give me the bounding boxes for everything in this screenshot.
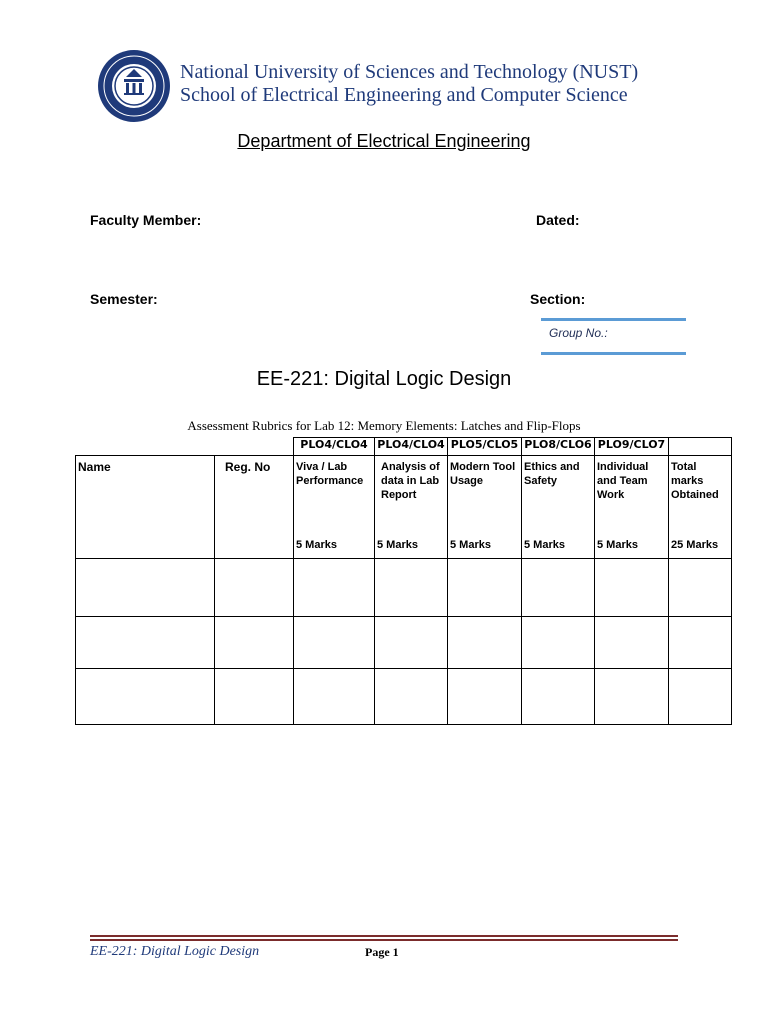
table-row: [76, 669, 732, 725]
criterion-marks: 5 Marks: [524, 539, 565, 551]
table-spacer: [215, 438, 294, 456]
marks-cell[interactable]: [294, 617, 375, 669]
plo-header: PLO4/CLO4: [375, 438, 448, 456]
semester-label: Semester:: [90, 291, 158, 307]
criterion-title: Individual and Team Work: [597, 461, 649, 501]
regno-header-cell: [215, 456, 294, 559]
criterion-marks: 5 Marks: [377, 539, 418, 551]
group-number-box: [541, 318, 686, 355]
marks-cell[interactable]: [448, 617, 522, 669]
marks-cell[interactable]: [448, 669, 522, 725]
criterion-cell: [294, 456, 375, 559]
marks-cell[interactable]: [595, 617, 669, 669]
dated-label: Dated:: [536, 212, 580, 228]
university-name: National University of Sciences and Technology (NUST): [180, 61, 639, 83]
total-cell[interactable]: [669, 559, 732, 617]
criterion-cell: [375, 456, 448, 559]
marks-cell[interactable]: [522, 617, 595, 669]
criterion-title: Total marks Obtained: [671, 461, 719, 501]
criterion-marks: 25 Marks: [671, 539, 719, 551]
marks-cell[interactable]: [522, 669, 595, 725]
marks-cell[interactable]: [294, 669, 375, 725]
department-title: Department of Electrical Engineering: [237, 131, 531, 151]
table-row: [76, 559, 732, 617]
group-number-label: Group No.:: [549, 326, 608, 340]
criterion-marks: 5 Marks: [450, 539, 491, 551]
regno-cell[interactable]: [215, 559, 294, 617]
marks-cell[interactable]: [522, 559, 595, 617]
name-cell[interactable]: [76, 617, 215, 669]
plo-header: PLO5/CLO5: [448, 438, 522, 456]
criterion-title: Modern Tool Usage: [450, 461, 516, 487]
plo-header: PLO4/CLO4: [294, 438, 375, 456]
name-header-cell: [76, 456, 215, 559]
criterion-title: Viva / Lab Performance: [296, 461, 364, 487]
plo-header: PLO9/CLO7: [595, 438, 669, 456]
footer-rule: [90, 935, 678, 937]
criteria-header-row: [76, 456, 732, 559]
section-label: Section:: [530, 291, 586, 307]
marks-cell[interactable]: [375, 617, 448, 669]
criterion-cell: [595, 456, 669, 559]
regno-cell[interactable]: [215, 617, 294, 669]
name-cell[interactable]: [76, 559, 215, 617]
plo-header: PLO8/CLO6: [522, 438, 595, 456]
marks-cell[interactable]: [595, 669, 669, 725]
marks-cell[interactable]: [375, 669, 448, 725]
table-row: [76, 617, 732, 669]
criterion-title: Ethics and Safety: [524, 461, 580, 487]
course-title: EE-221: Digital Logic Design: [256, 368, 512, 390]
plo-header: [669, 438, 732, 456]
criterion-cell: [448, 456, 522, 559]
total-cell[interactable]: [669, 669, 732, 725]
criterion-marks: 5 Marks: [296, 539, 337, 551]
regno-header: Reg. No: [225, 460, 271, 474]
school-name: School of Electrical Engineering and Computer Science: [180, 84, 628, 106]
name-header: Name: [78, 460, 111, 474]
criterion-cell: [669, 456, 732, 559]
name-cell[interactable]: [76, 669, 215, 725]
criterion-marks: 5 Marks: [597, 539, 638, 551]
group-top-line: [541, 318, 686, 321]
group-bottom-line: [541, 352, 686, 355]
marks-cell[interactable]: [375, 559, 448, 617]
plo-header-row: [76, 438, 732, 456]
nust-logo: [97, 49, 171, 123]
regno-cell[interactable]: [215, 669, 294, 725]
marks-cell[interactable]: [595, 559, 669, 617]
criterion-cell: [522, 456, 595, 559]
faculty-member-label: Faculty Member:: [90, 212, 202, 228]
table-spacer: [76, 438, 215, 456]
total-cell[interactable]: [669, 617, 732, 669]
assessment-rubric-table: [75, 437, 732, 725]
rubric-title: Assessment Rubrics for Lab 12: Memory Elements: Latches and Flip-Flops: [187, 418, 581, 433]
university-header: [180, 61, 638, 107]
marks-cell[interactable]: [294, 559, 375, 617]
footer-course-title: EE-221: Digital Logic Design: [90, 944, 260, 959]
criterion-title: Analysis of data in Lab Report: [381, 461, 440, 501]
footer-rule: [90, 939, 678, 941]
footer-page-number: Page 1: [365, 945, 399, 959]
marks-cell[interactable]: [448, 559, 522, 617]
